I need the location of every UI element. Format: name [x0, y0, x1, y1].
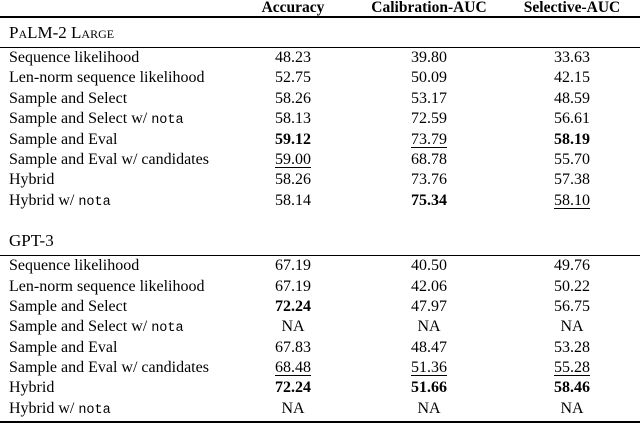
- row-label-mono: nota: [151, 113, 184, 129]
- row-label: [0, 130, 232, 150]
- metric-value: 50.22: [554, 277, 590, 295]
- row-label: [0, 317, 232, 339]
- row-label: [0, 277, 232, 297]
- metric-value: 58.26: [275, 89, 311, 107]
- metric-value: 39.80: [411, 49, 447, 66]
- table-row: [0, 358, 640, 378]
- row-label: [0, 358, 232, 378]
- metric-value: 48.47: [411, 338, 447, 356]
- table-row: [0, 277, 640, 297]
- metric-value: 53.17: [411, 89, 447, 107]
- row-label-text: Sample and Select w/: [9, 110, 152, 128]
- column-header-accuracy: Accuracy: [261, 0, 325, 16]
- row-label: [0, 89, 232, 109]
- row-label-text: Sample and Select: [9, 89, 128, 107]
- row-label-text: Hybrid w/: [9, 399, 79, 417]
- row-label-text: Sample and Select w/: [9, 318, 152, 336]
- column-header-calibration-auc: Calibration-AUC: [371, 0, 487, 16]
- table-row: [0, 68, 640, 88]
- metric-value: NA: [417, 318, 441, 336]
- row-label-text: Sample and Eval: [9, 130, 118, 148]
- metric-value: 68.48: [275, 359, 311, 377]
- row-label: [0, 378, 232, 398]
- metric-value: 58.14: [275, 191, 311, 209]
- table-section: [0, 18, 640, 211]
- metric-value: 56.75: [554, 297, 590, 315]
- table-row: [0, 170, 640, 190]
- table-row: [0, 109, 640, 129]
- column-header-selective-auc: Selective-AUC: [523, 0, 621, 16]
- metric-value: 75.34: [411, 191, 447, 209]
- table-row: [0, 338, 640, 358]
- metric-value: 55.28: [554, 359, 590, 377]
- metric-value: 73.79: [411, 130, 447, 148]
- metric-value: 49.76: [554, 257, 590, 275]
- metric-value: 40.50: [411, 257, 447, 275]
- metric-value: NA: [281, 318, 305, 336]
- table-row: [0, 378, 640, 398]
- row-label-text: Hybrid: [9, 171, 55, 189]
- row-label: [0, 109, 232, 131]
- metric-value: 58.26: [275, 171, 311, 189]
- metric-value: 58.10: [554, 191, 590, 209]
- metric-value: 72.59: [411, 110, 447, 128]
- metric-value: 55.70: [554, 150, 590, 168]
- table-row: [0, 130, 640, 150]
- metric-value: 33.63: [554, 49, 590, 66]
- row-label-mono: nota: [78, 194, 111, 210]
- row-label-text: Hybrid: [9, 379, 55, 397]
- row-label-text: Sequence likelihood: [9, 257, 140, 275]
- metric-value: NA: [417, 399, 441, 417]
- metric-value: 72.24: [275, 297, 311, 315]
- bottom-rule: [0, 421, 640, 423]
- row-label-text: Len-norm sequence likelihood: [9, 277, 205, 295]
- row-label: [0, 256, 232, 276]
- metric-value: 42.15: [554, 69, 590, 87]
- row-label-text: Sample and Select: [9, 297, 128, 315]
- table-row: [0, 48, 640, 68]
- table-row: [0, 399, 640, 419]
- metric-value: 42.06: [411, 277, 447, 295]
- metric-value: 73.76: [411, 171, 447, 189]
- metric-value: 67.19: [275, 277, 311, 295]
- section-heading: PaLM-2 Large: [9, 23, 115, 42]
- metric-value: 48.23: [275, 49, 311, 66]
- metric-value: 47.97: [411, 297, 447, 315]
- metric-value: 48.59: [554, 89, 590, 107]
- table-row: [0, 191, 640, 211]
- metric-value: 52.75: [275, 69, 311, 87]
- row-label-text: Len-norm sequence likelihood: [9, 69, 205, 87]
- row-label: [0, 170, 232, 190]
- table-body: [0, 18, 640, 419]
- table-header-row: [0, 0, 640, 16]
- metric-value: 51.66: [411, 379, 447, 397]
- row-label-text: Sequence likelihood: [9, 49, 140, 66]
- table-row: [0, 256, 640, 276]
- table-row: [0, 317, 640, 337]
- metric-value: NA: [560, 318, 584, 336]
- row-label: [0, 68, 232, 88]
- row-label: [0, 399, 232, 421]
- table-section: [0, 211, 640, 419]
- metric-value: 67.19: [275, 257, 311, 275]
- row-label: [0, 48, 232, 68]
- metric-value: 53.28: [554, 338, 590, 356]
- metric-value: 59.00: [275, 150, 311, 168]
- metric-value: 72.24: [275, 379, 311, 397]
- row-label: [0, 338, 232, 358]
- row-label: [0, 150, 232, 170]
- row-label-mono: nota: [151, 321, 184, 337]
- metric-value: 68.78: [411, 150, 447, 168]
- metric-value: NA: [281, 399, 305, 417]
- metric-value: 58.46: [554, 379, 590, 397]
- table-row: [0, 297, 640, 317]
- metric-value: 58.19: [554, 130, 590, 148]
- row-label-text: Sample and Eval w/ candidates: [9, 150, 209, 168]
- row-label: [0, 191, 232, 213]
- table-row: [0, 150, 640, 170]
- metric-value: 58.13: [275, 110, 311, 128]
- metric-value: 57.38: [554, 171, 590, 189]
- metric-value: 56.61: [554, 110, 590, 128]
- metric-value: 67.83: [275, 338, 311, 356]
- row-label: [0, 297, 232, 317]
- metric-value: 50.09: [411, 69, 447, 87]
- row-label-mono: nota: [78, 402, 111, 418]
- metric-value: 59.12: [275, 130, 311, 148]
- metric-value: 51.36: [411, 359, 447, 377]
- metric-value: NA: [560, 399, 584, 417]
- row-label-text: Sample and Eval w/ candidates: [9, 359, 209, 377]
- row-label-text: Hybrid w/: [9, 191, 79, 209]
- section-heading: GPT-3: [9, 231, 54, 251]
- table-row: [0, 89, 640, 109]
- row-label-text: Sample and Eval: [9, 338, 118, 356]
